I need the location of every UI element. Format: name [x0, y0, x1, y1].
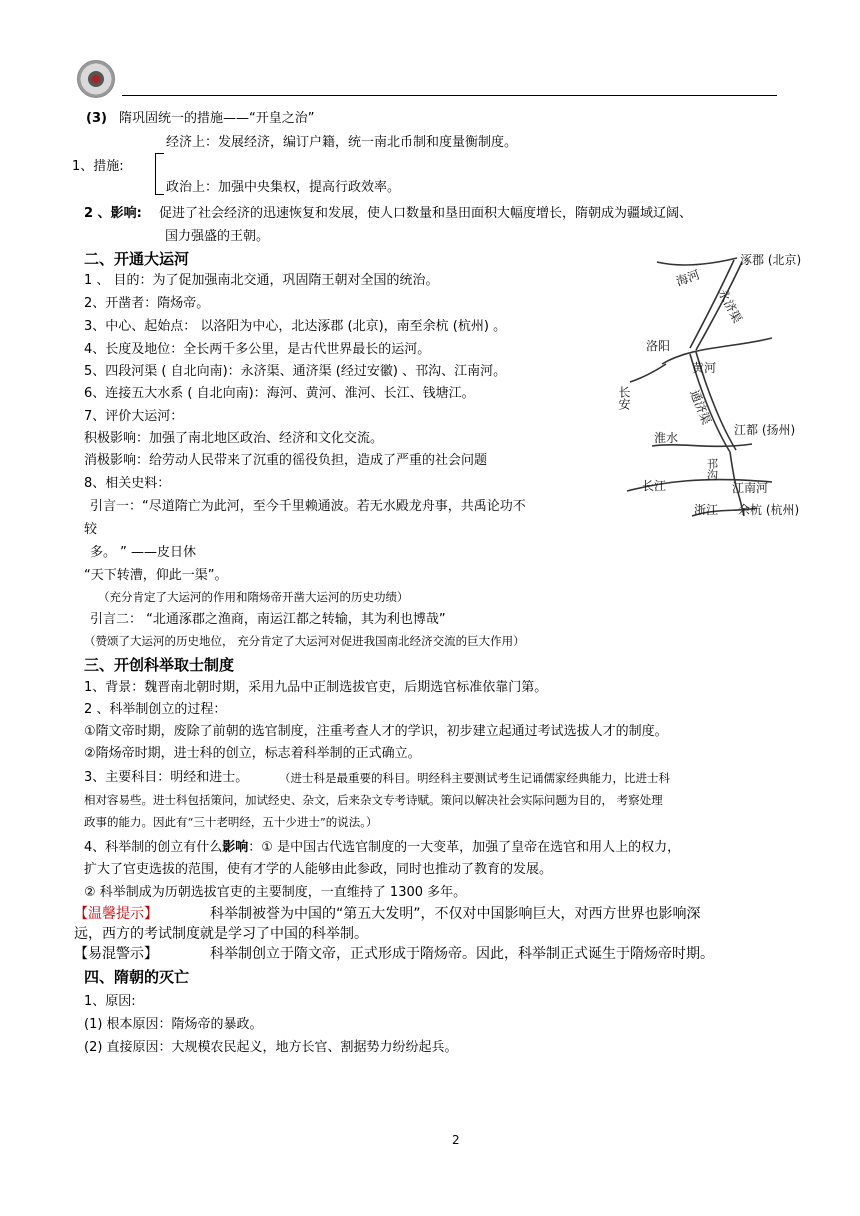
measure-economy: 经济上：发展经济，编订户籍，统一南北币制和度量衡制度。 [166, 135, 518, 150]
note2: （赞颂了大运河的历史地位， 充分肯定了大运河对促进我国南北经济交流的巨大作用） [84, 634, 525, 648]
map-label-jiangnan: 江南河 [732, 481, 769, 495]
exam-impact-prefix: 4、科举制的创立有什么 [84, 840, 223, 855]
map-label-luoyang: 洛阳 [646, 339, 671, 353]
exam-impact-line-2: 扩大了官吏选拔的范围，使有才学的人能够由此参政，同时也推动了教育的发展。 [84, 862, 553, 877]
quote2: 引言二： “北通涿郡之渔商，南运江都之转输，其为利也博哉” [90, 612, 446, 627]
canal-heading: 二、开通大运河 [84, 250, 190, 268]
exam-impact-bold: 影响 [222, 840, 249, 855]
canal-item-2: 2、开凿者：隋炀帝。 [84, 296, 210, 311]
impact-label: 2 、影响: [84, 206, 142, 221]
map-label-haihe: 海河 [674, 267, 702, 289]
exam-impact-line-3: ② 科举制成为历朝选拔官吏的主要制度，一直维持了 1300 多年。 [84, 885, 467, 900]
tip-line-2: 远，西方的考试制度就是学习了中国的科举制。 [74, 926, 368, 942]
tip-line-1: 科举制被誉为中国的“第五大发明”，不仅对中国影响巨大，对西方世界也影响深 [210, 906, 701, 922]
impact-line-1: 促进了社会经济的迅速恢复和发展，使人口数量和垦田面积大幅度增长，隋朝成为疆域辽阔、 [159, 206, 693, 221]
map-label-zhuojun: 涿郡 (北京) [740, 253, 802, 267]
exam-impact-line-1 [84, 840, 680, 856]
quote1-line-3: 多。 ” ——皮日休 [90, 545, 196, 560]
page-number: 2 [452, 1133, 460, 1147]
fall-reason-label: 1、原因: [84, 994, 136, 1009]
map-label-yongji: 永济渠 [715, 286, 745, 326]
canal-item-8: 8、相关史料： [84, 476, 171, 491]
school-logo [77, 60, 115, 98]
map-label-tongji: 通济渠 [687, 387, 714, 427]
map-label-hangou: 邗沟 [705, 458, 719, 480]
measure-politics: 政治上：加强中央集权，提高行政效率。 [166, 180, 401, 195]
fall-heading: 四、隋朝的灭亡 [84, 968, 190, 986]
map-label-huaishui: 淮水 [654, 431, 679, 445]
canal-negative: 消极影响：给劳动人民带来了沉重的徭役负担，造成了严重的社会问题 [84, 453, 488, 468]
map-label-changjiang: 长江 [642, 479, 667, 493]
map-label-changan: 长安 [617, 386, 631, 410]
exam-process-2: ②隋炀帝时期，进士科的创立，标志着科举制的正式确立。 [84, 746, 421, 761]
warn-label: 【易混警示】 [74, 946, 158, 962]
grand-canal-map [617, 246, 822, 530]
map-changan-branch [630, 364, 666, 382]
exam-impact-text: ：① 是中国古代选官制度的一大变革，加强了皇帝在选官和用人上的权力， [248, 840, 681, 855]
quote1-line-1: 引言一：“尽道隋亡为此河，至今千里赖通波。若无水殿龙舟事，共禹论功不 [90, 499, 526, 514]
canal-item-6: 6、连接五大水系 ( 自北向南)：海河、黄河、淮河、长江、钱塘江。 [84, 386, 475, 401]
map-label-zhejiang: 浙江 [694, 503, 719, 517]
note1: （充分肯定了大运河的作用和隋炀帝开凿大运河的历史功绩） [98, 590, 409, 604]
tip-label: 【温馨提示】 [74, 906, 158, 922]
map-haihe-river [657, 258, 737, 265]
map-label-jiangdu: 江都 (扬州) [734, 423, 796, 437]
section3-number: (3) [86, 111, 107, 126]
fall-reason-2: (2) 直接原因：大规模农民起义，地方长官、割据势力纷纷起兵。 [84, 1040, 458, 1055]
canal-item-4: 4、长度及地位：全长两千多公里，是古代世界最长的运河。 [84, 342, 431, 357]
map-huanghe-river [662, 338, 772, 364]
exam-subjects-note-3: 政事的能力。因此有“三十老明经，五十少进士”的说法。） [84, 815, 378, 829]
section3-title: 隋巩固统一的措施——“开皇之治” [119, 111, 315, 126]
exam-heading: 三、开创科举取士制度 [84, 656, 235, 674]
exam-subjects-note-2: 相对容易些。进士科包括策问，加试经史、杂文，后来杂文专考诗赋。策问以解决社会实际问题为目的， 考察处理 [84, 793, 663, 807]
canal-item-7: 7、评价大运河： [84, 409, 184, 424]
map-label-yuhang: 余杭 (杭州) [738, 503, 800, 517]
map-label-huanghe: 黄河 [692, 361, 717, 375]
exam-process-label: 2 、科举制创立的过程： [84, 702, 227, 717]
impact-line-2: 国力强盛的王朝。 [165, 229, 270, 244]
canal-item-3: 3、中心、起始点： 以洛阳为中心，北达涿郡 (北京)，南至余杭 (杭州) 。 [84, 319, 507, 334]
exam-background: 1、背景：魏晋南北朝时期，采用九品中正制选拔官吏，后期选官标准依靠门第。 [84, 680, 548, 695]
quote1b: “天下转漕，仰此一渠”。 [84, 568, 228, 583]
measures-brace [155, 153, 164, 195]
exam-subjects-label: 3、主要科目：明经和进士。 [84, 770, 249, 785]
canal-item-1: 1 、 目的：为了促加强南北交通，巩固隋王朝对全国的统治。 [84, 273, 439, 288]
exam-subjects-note-1: （进士科是最重要的科目。明经科主要测试考生记诵儒家经典能力，比进士科 [279, 771, 670, 785]
logo-emblem-icon [88, 71, 104, 87]
canal-positive: 积极影响：加强了南北地区政治、经济和文化交流。 [84, 431, 384, 446]
fall-reason-1: (1) 根本原因：隋炀帝的暴政。 [84, 1017, 263, 1032]
warn-text: 科举制创立于隋文帝，正式形成于隋炀帝。因此，科举制正式诞生于隋炀帝时期。 [210, 946, 714, 962]
canal-item-5: 5、四段河渠 ( 自北向南)：永济渠、通济渠 (经过安徽) 、邗沟、江南河。 [84, 364, 507, 379]
quote1-line-2: 较 [84, 522, 98, 537]
header-rule [122, 95, 777, 96]
exam-process-1: ①隋文帝时期，废除了前朝的选官制度，注重考查人才的学识，初步建立起通过考试选拔人才的制度。 [84, 724, 668, 739]
measures-label: 1、措施: [72, 159, 124, 174]
